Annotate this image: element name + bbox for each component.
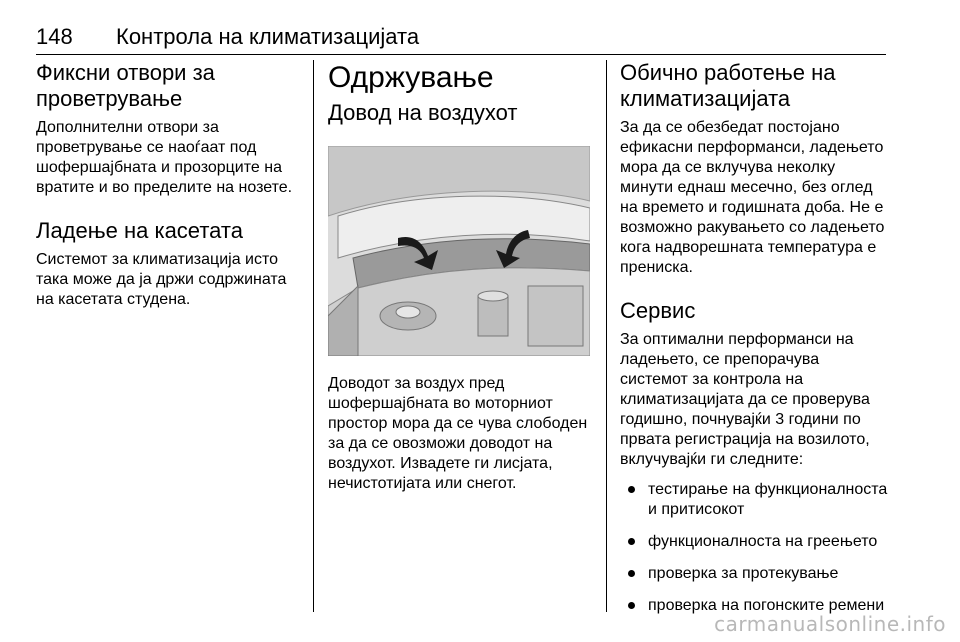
air-inlet-drawing [328, 146, 590, 356]
column-right [620, 60, 890, 628]
section-paragraph: За оптимални перформанси на ладењето, се препорачува системот за контрола на климатизацијата да се проверува годишно, почнувајќи 3 години по првата регистрација на возилото, вклучувајќи ги следните: [620, 331, 870, 468]
engine-bay-illustration [328, 146, 590, 356]
service-checklist [620, 480, 890, 616]
section-heading: Фиксни отвори за проветрување [36, 60, 215, 111]
page-number: 148 [36, 24, 73, 49]
section-paragraph: Системот за климатизација исто така може да ја држи содржината на касетата студена. [36, 251, 287, 308]
list-item: проверка на погонските ремени [620, 596, 890, 616]
main-heading: Одржување [328, 61, 494, 94]
list-item: проверка за протекување [620, 564, 890, 584]
section-heading: Обично работење на климатизацијата [620, 60, 836, 111]
column-divider [313, 60, 314, 612]
watermark: carmanualsonline.info [714, 612, 946, 636]
section-heading: Ладење на касетата [36, 218, 243, 243]
bullet-icon [628, 538, 635, 545]
section-paragraph: За да се обезбедат постојано ефикасни перформанси, ладењето мора да се вклучува неколку минути еднаш месечно, без оглед на времето и годишната доба. Не е возможно ракувањето со ладењето кога надворешната температура е прениска. [620, 119, 885, 276]
section-heading: Сервис [620, 298, 696, 323]
subsection-heading: Довод на воздухот [328, 100, 518, 125]
bullet-icon [628, 486, 635, 493]
bullet-icon [628, 602, 635, 609]
page-header [36, 24, 886, 55]
figure-caption: Доводот за воздух пред шофершајбната во моторниот простор мора да се чува слободен за да се овозможи доводот на воздухот. Извадете ги лисјата, нечистотијата или снегот. [328, 375, 588, 492]
column-middle [328, 60, 596, 494]
chapter-title: Контрола на климатизацијата [116, 24, 420, 49]
bullet-icon [628, 570, 635, 577]
column-divider [606, 60, 607, 612]
section-paragraph: Дополнителни отвори за проветрување се наоѓаат под шофершајбната и прозорците на вратите и во пределите на нозете. [36, 119, 293, 196]
list-item: тестирање на функционалноста и притисокот [620, 480, 890, 520]
list-item: функционалноста на греењето [620, 532, 890, 552]
column-left [36, 60, 306, 310]
